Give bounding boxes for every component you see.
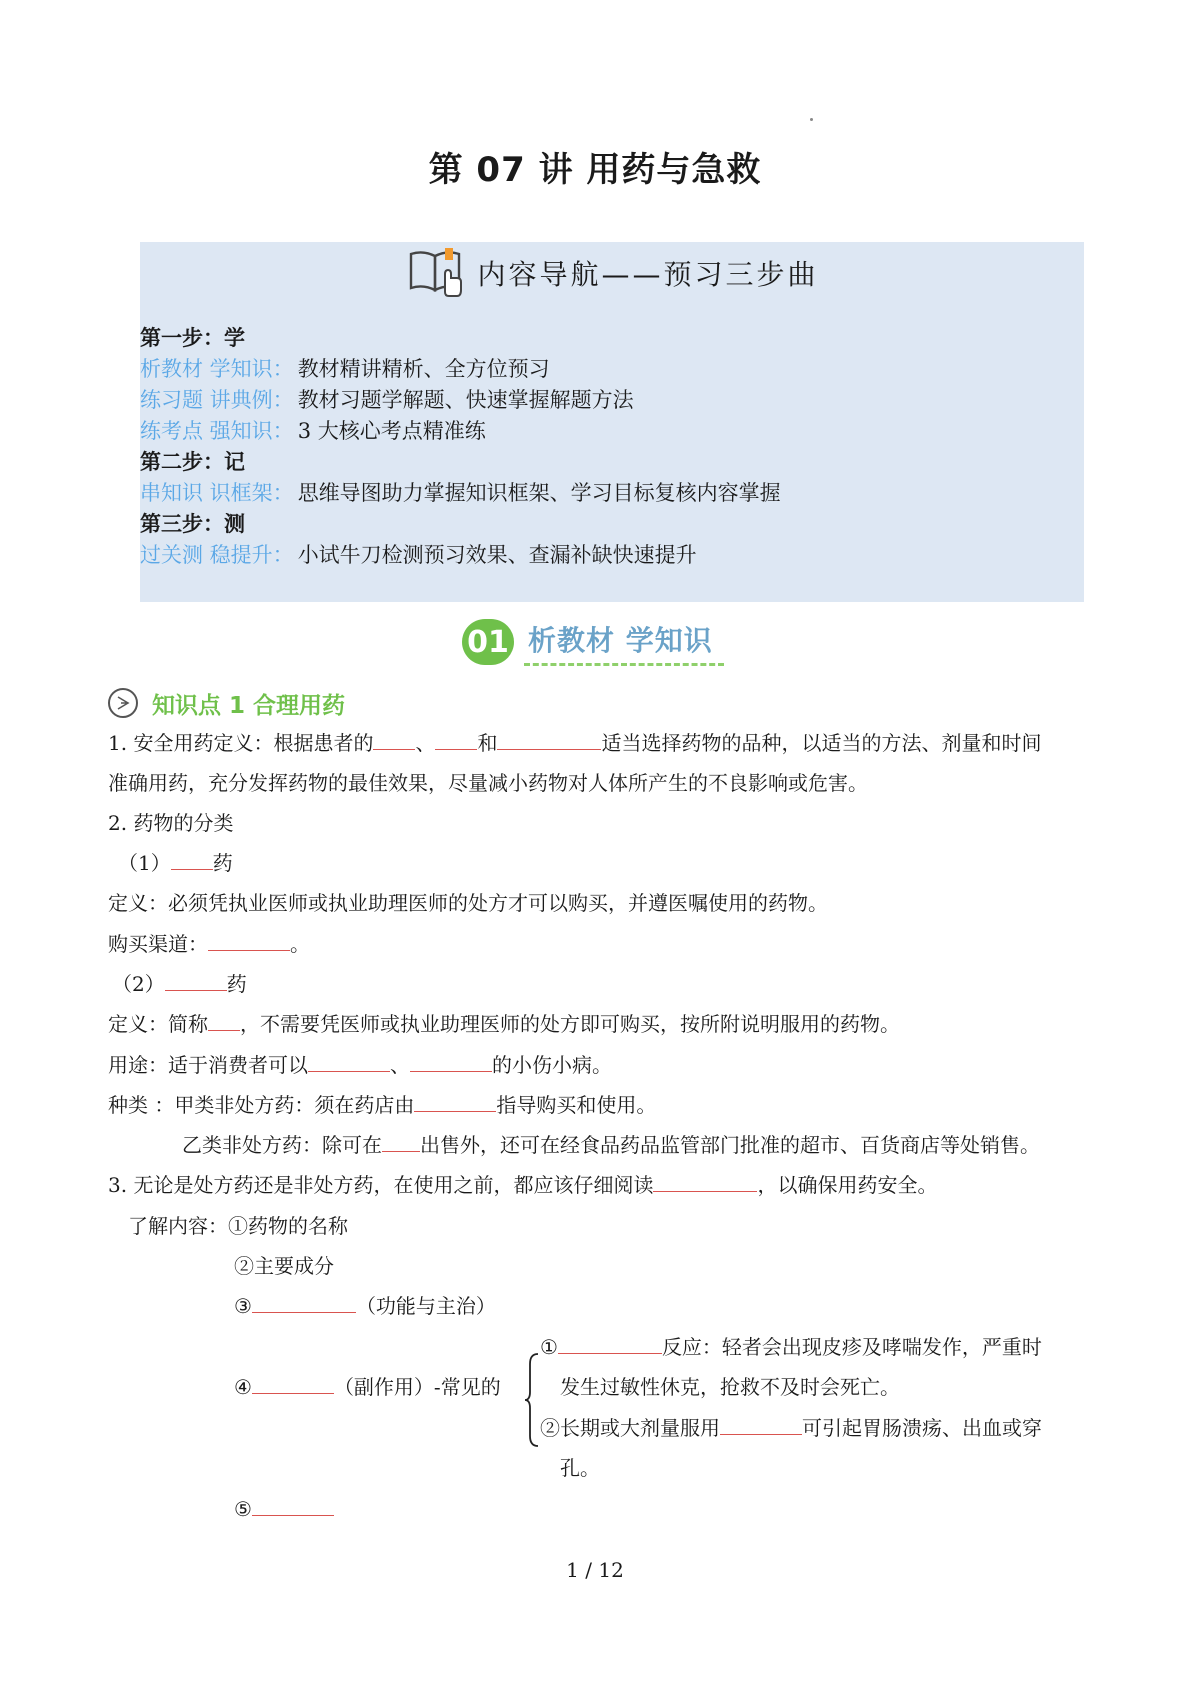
text: 出售外，还可在经食品药品监管部门批准的超市、百货商店等处销售。 — [420, 1133, 1040, 1157]
text: 1. 安全用药定义：根据患者的 — [108, 731, 374, 755]
text: 定义：简称 — [108, 1012, 208, 1036]
text: 药 — [212, 851, 233, 875]
nav-row — [140, 540, 697, 570]
nav-row-tag: 过关测 稳提升： — [140, 543, 294, 567]
text: 用途：适于消费者可以 — [108, 1053, 308, 1077]
text: 。 — [290, 932, 310, 956]
text: 和 — [477, 731, 498, 755]
book-pointer-icon — [405, 244, 469, 302]
text: 的小伤小病。 — [492, 1053, 612, 1077]
text: 药 — [226, 972, 247, 996]
text: 、 — [390, 1053, 410, 1077]
content-line — [234, 1291, 496, 1321]
nav-row — [140, 354, 550, 384]
fill-blank[interactable] — [558, 1333, 662, 1354]
fill-blank[interactable] — [410, 1051, 492, 1072]
step-1-heading: 第一步：学 — [140, 326, 245, 350]
nav-header — [140, 242, 1084, 304]
section-number: 01 — [462, 619, 514, 665]
text: ，不需要凭医师或执业助理医师的处方即可购买，按所附说明服用的药物。 — [240, 1012, 900, 1036]
nav-row — [140, 416, 486, 446]
fill-blank[interactable] — [382, 1131, 420, 1152]
content-line — [182, 1130, 1040, 1160]
fill-blank[interactable] — [435, 729, 477, 750]
text: 可引起胃肠溃疡、出血或穿 — [802, 1416, 1042, 1440]
arrow-right-circle-icon — [108, 688, 138, 718]
page-number: 1 / 12 — [566, 1558, 624, 1582]
text: 反应：轻者会出现皮疹及哮喘发作，严重时 — [661, 1335, 1042, 1359]
fill-blank[interactable] — [373, 729, 415, 750]
nav-row — [140, 385, 634, 415]
section-underline — [524, 663, 724, 666]
text: （2） — [112, 972, 165, 996]
step-3-heading: 第三步：测 — [140, 512, 245, 536]
content-line: 发生过敏性休克，抢救不及时会死亡。 — [560, 1375, 900, 1399]
section-title: 析教材 学知识 — [528, 624, 713, 657]
text: ②长期或大剂量服用 — [540, 1416, 720, 1440]
content-line — [108, 1050, 612, 1080]
text: 、 — [415, 731, 436, 755]
content-line: 孔。 — [560, 1456, 600, 1480]
fill-blank[interactable] — [165, 970, 227, 991]
step-2-heading: 第二步：记 — [140, 450, 245, 474]
text: ① — [540, 1335, 558, 1359]
content-line — [108, 929, 310, 959]
fill-blank[interactable] — [497, 729, 601, 750]
content-line: 了解内容：①药物的名称 — [128, 1214, 348, 1238]
nav-row-text: 思维导图助力掌握知识框架、学习目标复核内容掌握 — [297, 481, 781, 505]
text: 购买渠道： — [108, 932, 208, 956]
text: ，以确保用药安全。 — [757, 1173, 938, 1197]
text: ④ — [234, 1375, 252, 1399]
content-line — [540, 1332, 1042, 1362]
text: 种类 ：甲类非处方药：须在药店由 — [108, 1093, 415, 1117]
content-line — [540, 1413, 1042, 1443]
nav-heading: 内容导航——预习三步曲 — [477, 258, 819, 291]
content-line — [234, 1372, 501, 1402]
nav-row — [140, 478, 781, 508]
fill-blank[interactable] — [252, 1373, 334, 1394]
text: ③ — [234, 1294, 252, 1318]
knowledge-point-heading — [108, 686, 345, 720]
nav-row-text: 小试牛刀检测预习效果、查漏补缺快速提升 — [297, 543, 697, 567]
fill-blank[interactable] — [252, 1292, 356, 1313]
nav-row-text: 3 大核心考点精准练 — [297, 419, 486, 443]
content-line — [108, 1009, 900, 1039]
fill-blank[interactable] — [208, 930, 290, 951]
fill-blank[interactable] — [653, 1171, 757, 1192]
fill-blank[interactable] — [208, 1010, 240, 1031]
text: 适当选择药物的品种，以适当的方法、剂量和时间 — [601, 731, 1042, 755]
text: 乙类非处方药：除可在 — [182, 1133, 382, 1157]
nav-row-tag: 析教材 学知识： — [140, 357, 294, 381]
content-line: 定义：必须凭执业医师或执业助理医师的处方才可以购买，并遵医嘱使用的药物。 — [108, 891, 828, 915]
text: ⑤ — [234, 1497, 252, 1521]
page-title: 第 07 讲 用药与急救 — [428, 150, 762, 190]
nav-row-tag: 练考点 强知识： — [140, 419, 294, 443]
text: （1） — [118, 851, 171, 875]
fill-blank[interactable] — [252, 1495, 334, 1516]
fill-blank[interactable] — [720, 1414, 802, 1435]
text: 3. 无论是处方药还是非处方药，在使用之前，都应该仔细阅读 — [108, 1173, 654, 1197]
content-line — [118, 848, 233, 878]
content-line — [108, 1090, 656, 1120]
content-line: ②主要成分 — [234, 1254, 334, 1278]
nav-row-text: 教材精讲精析、全方位预习 — [297, 357, 550, 381]
nav-row-tag: 练习题 讲典例： — [140, 388, 294, 412]
text: 指导购买和使用。 — [496, 1093, 657, 1117]
knowledge-point-label: 知识点 1 合理用药 — [152, 692, 346, 719]
fill-blank[interactable] — [308, 1051, 390, 1072]
content-line: 准确用药，充分发挥药物的最佳效果，尽量减小药物对人体所产生的不良影响或危害。 — [108, 771, 868, 795]
content-line — [108, 728, 1041, 758]
text: （副作用）-常见的 — [333, 1375, 501, 1399]
content-line — [108, 1170, 937, 1200]
content-line — [234, 1494, 334, 1524]
stray-dot — [810, 118, 813, 121]
fill-blank[interactable] — [414, 1091, 496, 1112]
section-banner — [462, 615, 732, 675]
content-line — [112, 969, 247, 999]
content-line: 2. 药物的分类 — [108, 811, 234, 835]
nav-row-text: 教材习题学解题、快速掌握解题方法 — [297, 388, 634, 412]
fill-blank[interactable] — [171, 849, 213, 870]
text: （功能与主治） — [355, 1294, 496, 1318]
nav-row-tag: 串知识 识框架： — [140, 481, 294, 505]
